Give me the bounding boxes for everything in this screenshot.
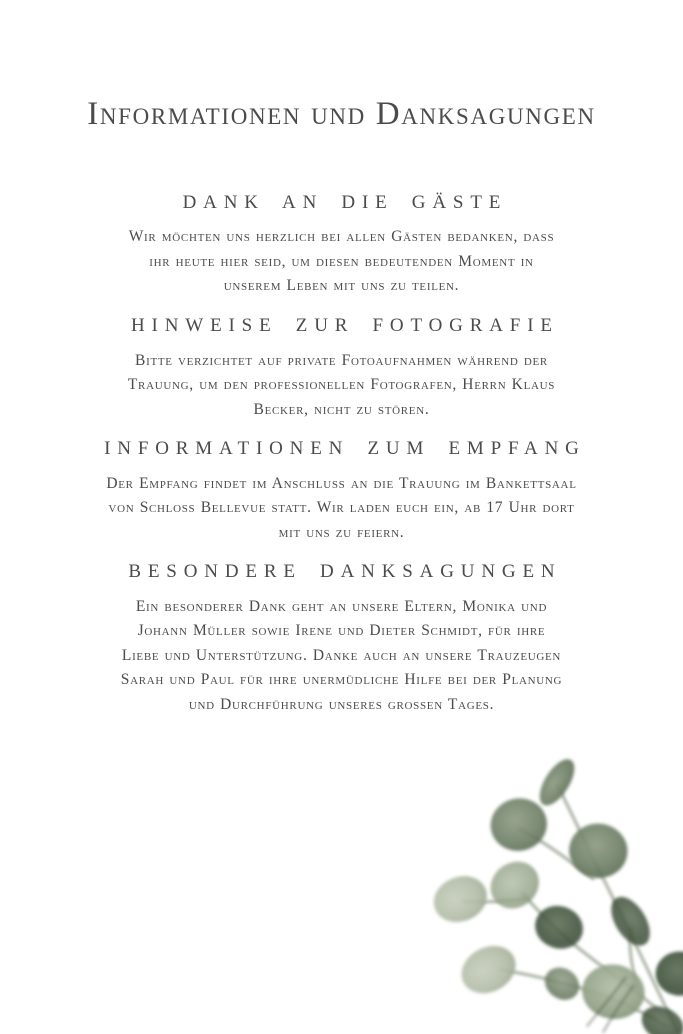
eucalyptus-leaf xyxy=(636,999,683,1034)
section-hinweise-zur-fotografie xyxy=(0,314,683,422)
section-body-informationen-zum-empfang: Der Empfang findet im Anschluss an die Trauung im Bankettsaal von Schloss Bellevue statt. Wir laden euch ein, ab 17 Uhr dort mit uns zu feiern. xyxy=(106,474,577,541)
watercolor-eucalyptus-branch-illustration xyxy=(415,732,683,1034)
eucalyptus-stems xyxy=(462,784,677,1032)
section-besondere-danksagungen xyxy=(0,560,683,717)
section-heading-informationen-zum-empfang: INFORMATIONEN ZUM EMPFANG xyxy=(104,438,586,459)
section-heading-hinweise-zur-fotografie: HINWEISE ZUR FOTOGRAFIE xyxy=(131,314,559,336)
eucalyptus-svg xyxy=(415,732,683,1034)
eucalyptus-leaf xyxy=(530,900,589,955)
eucalyptus-stem xyxy=(603,986,633,1032)
eucalyptus-leaves xyxy=(427,754,683,1034)
section-informationen-zum-empfang xyxy=(0,437,683,545)
eucalyptus-stem xyxy=(597,867,678,1032)
eucalyptus-leaf xyxy=(566,821,630,881)
eucalyptus-leaf xyxy=(533,754,581,811)
eucalyptus-leaf xyxy=(453,937,524,1003)
eucalyptus-stem xyxy=(462,899,524,902)
eucalyptus-stem xyxy=(501,970,666,1026)
eucalyptus-leaf xyxy=(603,890,657,952)
eucalyptus-stem xyxy=(519,829,593,879)
eucalyptus-leaf xyxy=(486,793,552,856)
page-title: Informationen und Danksagungen xyxy=(87,96,596,132)
section-body-besondere-danksagungen: Ein besonderer Dank geht an unsere Eltern, Monika und Johann Müller sowie Irene und Dieter Schmidt, für ihre Liebe und Unterstützung. Danke auch an unsere Trauzeugen Sarah und Paul für ihre unermüdliche Hilfe bei der Planung und Durchführung unseres grossen Tages. xyxy=(120,597,563,713)
eucalyptus-leaf xyxy=(427,868,494,929)
section-body-dank-an-die-gaeste: Wir möchten uns herzlich bei allen Gästen bedanken, dass ihr heute hier seid, um diesen bedeutenden Moment in unserem Leben mit uns zu teilen. xyxy=(128,228,555,295)
eucalyptus-leaf xyxy=(579,960,648,1023)
section-heading-besondere-danksagungen: BESONDERE DANKSAGUNGEN xyxy=(128,561,562,583)
section-heading-dank-an-die-gaeste: DANK AN DIE GÄSTE xyxy=(182,191,508,213)
eucalyptus-stem xyxy=(587,978,625,1026)
eucalyptus-stem xyxy=(523,893,656,1008)
eucalyptus-leaf xyxy=(539,961,586,1007)
eucalyptus-stem xyxy=(557,784,599,873)
section-dank-an-die-gaeste xyxy=(0,191,683,299)
eucalyptus-leaf xyxy=(481,852,548,918)
section-body-hinweise-zur-fotografie: Bitte verzichtet auf private Fotoaufnahmen während der Trauung, um den professionellen Fotografen, Herrn Klaus Becker, nicht zu stören. xyxy=(127,351,556,418)
eucalyptus-stem xyxy=(630,927,638,989)
eucalyptus-leaf xyxy=(656,951,683,995)
